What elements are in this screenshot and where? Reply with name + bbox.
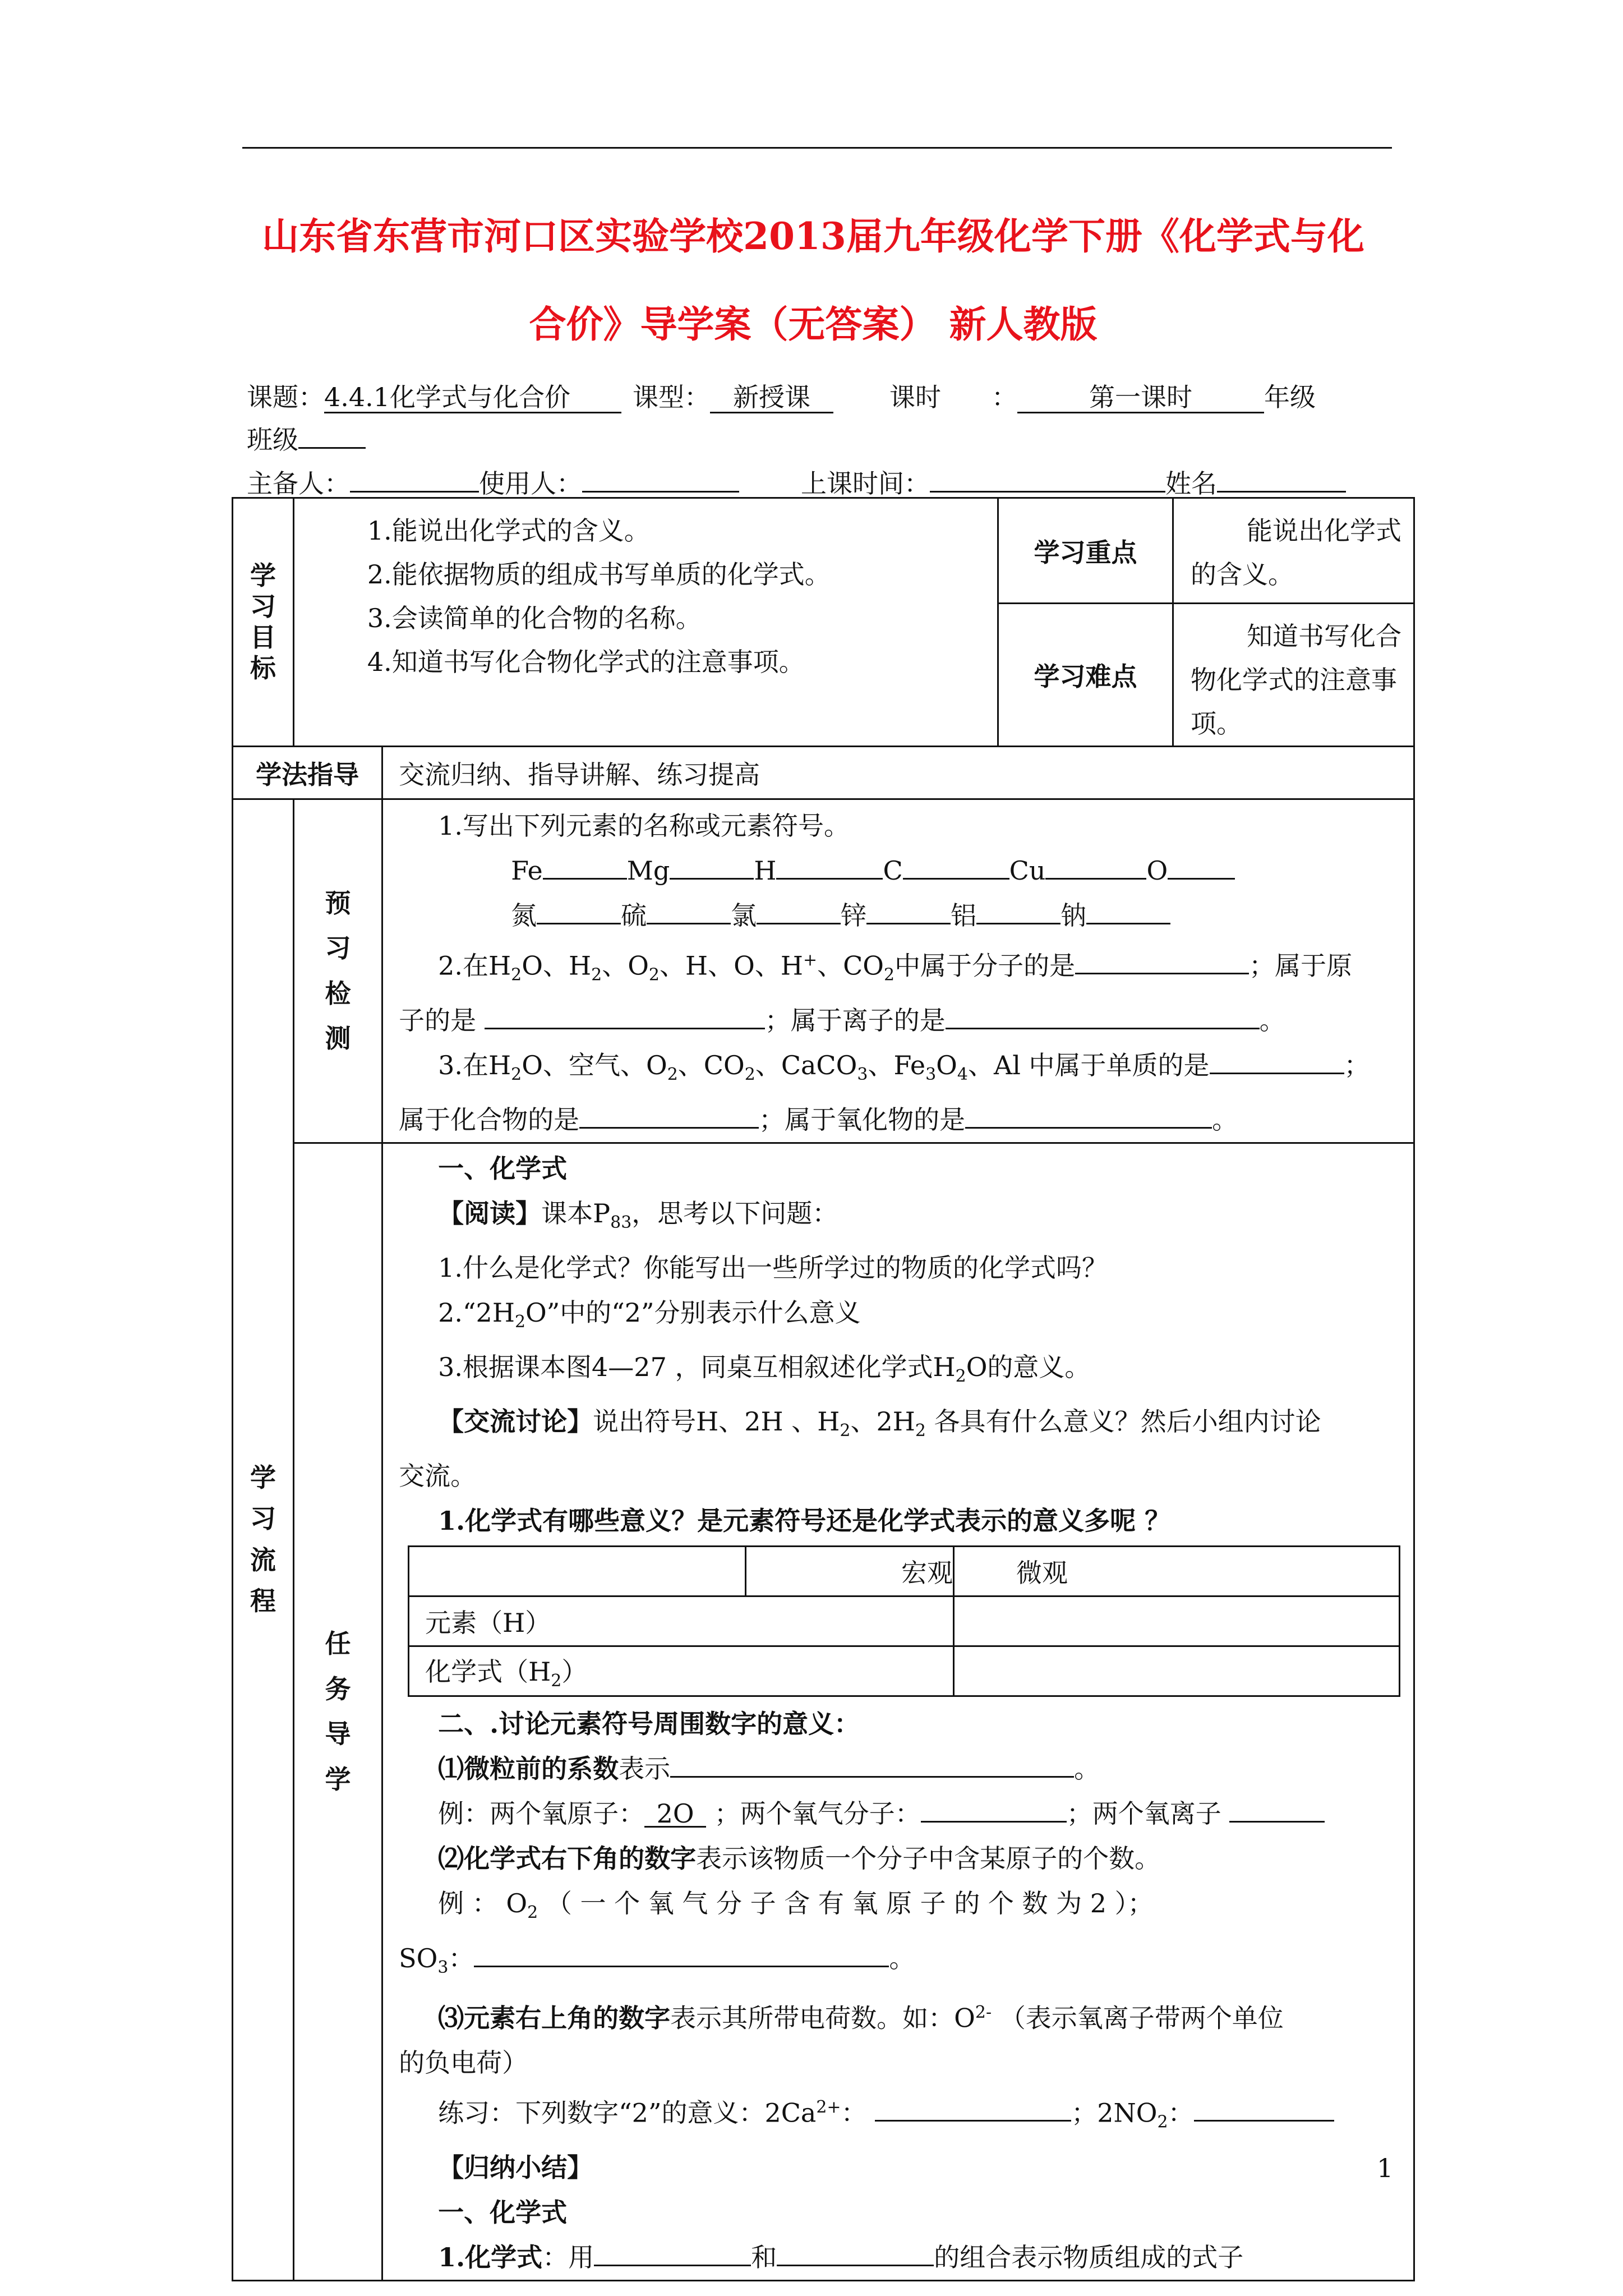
answer-blank[interactable] [757,898,841,924]
task-label-cell [293,1143,382,2280]
answer-blank[interactable] [1229,1796,1325,1823]
class-field[interactable] [298,447,366,449]
read-q3: 3.根据课本图4—27 ，同桌互相叙述化学式$H_2O$的意义。 [438,1352,1091,1387]
topic-value: 4.4.1化学式与化合价 [324,383,621,413]
grade-label: 年级 [1264,382,1316,412]
difficulty-label: 学习难点 [998,604,1173,747]
row-element: 元素（H） [409,1596,954,1646]
answer-blank[interactable] [921,1796,1067,1823]
answer-blank[interactable] [670,853,754,880]
answer-cell[interactable] [953,1646,1399,1696]
answer-blank[interactable] [647,898,731,924]
read-q2: $2.“2H_2O$”中的“2”分别表示什么意义 [438,1297,861,1332]
header-line3 [247,463,1346,500]
goal-item: 1.能说出化学式的含义。 [367,516,650,546]
meaning-question: 1.化学式有哪些意义？是元素符号还是化学式表示的意义多呢 ？ [438,1506,1171,1536]
practice-line: 练习：下列数字“2”的意义：$2Ca^{2+}$： ；$2NO_2$： [399,2085,1405,2145]
task-label: 任务导学 [325,1628,351,1795]
section-heading: 一、化学式 [438,2197,568,2228]
answer-blank[interactable] [670,1751,1074,1778]
header-line2 [247,420,366,457]
doc-title-line2: 合价》导学案（无答案） 新人教版 [529,302,1098,346]
section-heading: 二、.讨论元素符号周围数字的意义： [438,1709,860,1740]
read-q1: 1.什么是化学式？你能写出一些所学过的物质的化学式吗？ [438,1252,1108,1283]
page-number: 1 [1377,2153,1394,2183]
preview-q3-cont: 属于化合物的是 ；属于氧化物的是 。 [399,1097,1405,1142]
method-label: 学法指导 [233,747,382,799]
preparer-label: 主备人： [247,468,350,499]
point1: ⑴微粒前的系数表示 。 [399,1746,1405,1791]
difficulty-text: 知道书写化合物化学式的注意事项。 [1173,604,1414,747]
time-label: 上课时间： [801,468,930,499]
user-field[interactable] [582,491,739,493]
answer-blank[interactable] [976,898,1061,924]
top-rule [242,147,1392,149]
definition-line: 1.化学式：用 和 的组合表示物质组成的式子 [399,2235,1405,2280]
task-content [382,1143,1414,2280]
answer-blank[interactable] [1075,948,1249,974]
section-heading: 一、化学式 [438,1153,568,1184]
example-answer: 2O [644,1801,706,1828]
discussion-line: 【交流讨论】说出符号H、2H 、$H_2$、$2H_2$ 各具有什么意义？然后小组内讨论 [438,1406,1321,1441]
read-line: 【阅读】课本$P_{83}$，思考以下问题： [438,1198,838,1232]
answer-blank[interactable] [965,1102,1212,1129]
preview-content [382,799,1414,1143]
answer-blank[interactable] [776,853,883,880]
process-label-cell [233,799,294,2281]
symbol-row: Fe Mg H C Cu O [399,848,1405,893]
doc-title-line1: 山东省东营市河口区实验学校2013届九年级化学下册《化学式与化 [262,214,1364,258]
period-label: 课时 [889,382,941,412]
point3-cont: 的负电荷） [399,2047,528,2078]
answer-blank[interactable] [777,2240,934,2266]
answer-blank[interactable] [579,1102,759,1129]
point3: ⑶元素右上角的数字表示其所带电荷数。如：$O^{2-}$ （表示氧离子带两个单位 [438,2002,1284,2033]
answer-blank[interactable] [1168,853,1235,880]
answer-blank[interactable] [1086,898,1170,924]
focus-label: 学习重点 [998,498,1173,604]
name-label: 姓名 [1165,468,1217,499]
example1: 例：两个氧原子： 2O ；两个氧气分子： ；两个氧离子 [399,1791,1405,1836]
answer-blank[interactable] [1194,2095,1334,2122]
answer-blank[interactable] [866,898,951,924]
col-micro: 微观 [953,1547,1399,1596]
answer-blank[interactable] [543,853,627,880]
class-label: 班级 [247,425,298,455]
goals-label-cell [233,498,294,747]
preview-q3: 3.在$H_2O$、空气、$O_2$、$CO_2$、CaCO$_3$、$Fe_3O_4$、Al 中属于单质的是 ； [399,1043,1405,1097]
type-value: 新授课 [710,383,833,413]
example2-cont: $SO_3$： 。 [399,1936,1405,1990]
preparer-field[interactable] [350,491,479,493]
example2: 例 ： $O_2$ （ 一 个 氧 气 分 子 含 有 氧 原 子 的 个 数 为 2 ）； [438,1888,1154,1923]
answer-blank[interactable] [474,1941,889,1967]
preview-label: 预习检测 [325,887,351,1054]
preview-q2: 2.在$H_2O$、$H_2$、$O_2$、H、O、H+、$CO_2$中属于分子的是 ；属于原 [399,938,1405,998]
preview-label-cell [293,799,382,1143]
focus-text: 能说出化学式的含义。 [1173,498,1414,604]
goals-list [293,498,998,747]
user-label: 使用人： [479,468,582,499]
answer-blank[interactable] [485,1003,765,1029]
time-field[interactable] [930,491,1165,493]
answer-blank[interactable] [875,2095,1071,2122]
discussion-cont: 交流。 [399,1461,477,1492]
answer-blank[interactable] [594,2240,751,2266]
process-label: 学习流程 [250,1462,276,1617]
type-label: 课型： [633,382,710,412]
lesson-table [232,497,1415,2281]
answer-blank[interactable] [1045,853,1146,880]
topic-label: 课题： [247,382,324,412]
summary-tag: 【归纳小结】 [438,2152,593,2183]
answer-blank[interactable] [946,1003,1260,1029]
answer-blank[interactable] [903,853,1009,880]
goal-item: 4.知道书写化合物化学式的注意事项。 [367,647,805,677]
point2: ⑵化学式右下角的数字表示该物质一个分子中含某原子的个数。 [438,1843,1161,1874]
preview-q1: 1.写出下列元素的名称或元素符号。 [438,811,850,841]
answer-cell[interactable] [953,1596,1399,1646]
answer-blank[interactable] [537,898,621,924]
period-value: 第一课时 [1017,383,1264,413]
name-row: 氮 硫 氯 锌 铝 钠 [399,893,1405,938]
preview-q2-cont: 子的是 ；属于离子的是 。 [399,998,1405,1043]
answer-blank[interactable] [1210,1048,1344,1074]
meaning-table [408,1545,1400,1697]
method-text: 交流归纳、指导讲解、练习提高 [382,747,1414,799]
name-field[interactable] [1217,491,1346,493]
goals-label: 学习目标 [250,560,276,684]
col-macro: 宏观 [745,1547,953,1596]
goal-item: 2.能依据物质的组成书写单质的化学式。 [367,559,831,590]
header-line1: 课题：4.4.1化学式与化合价 课型： 新授课 课时 ： 第一课时 年级 [247,382,1316,412]
row-formula: 化学式$(H_2)$ [409,1646,954,1696]
goal-item: 3.会读简单的化合物的名称。 [367,603,702,633]
